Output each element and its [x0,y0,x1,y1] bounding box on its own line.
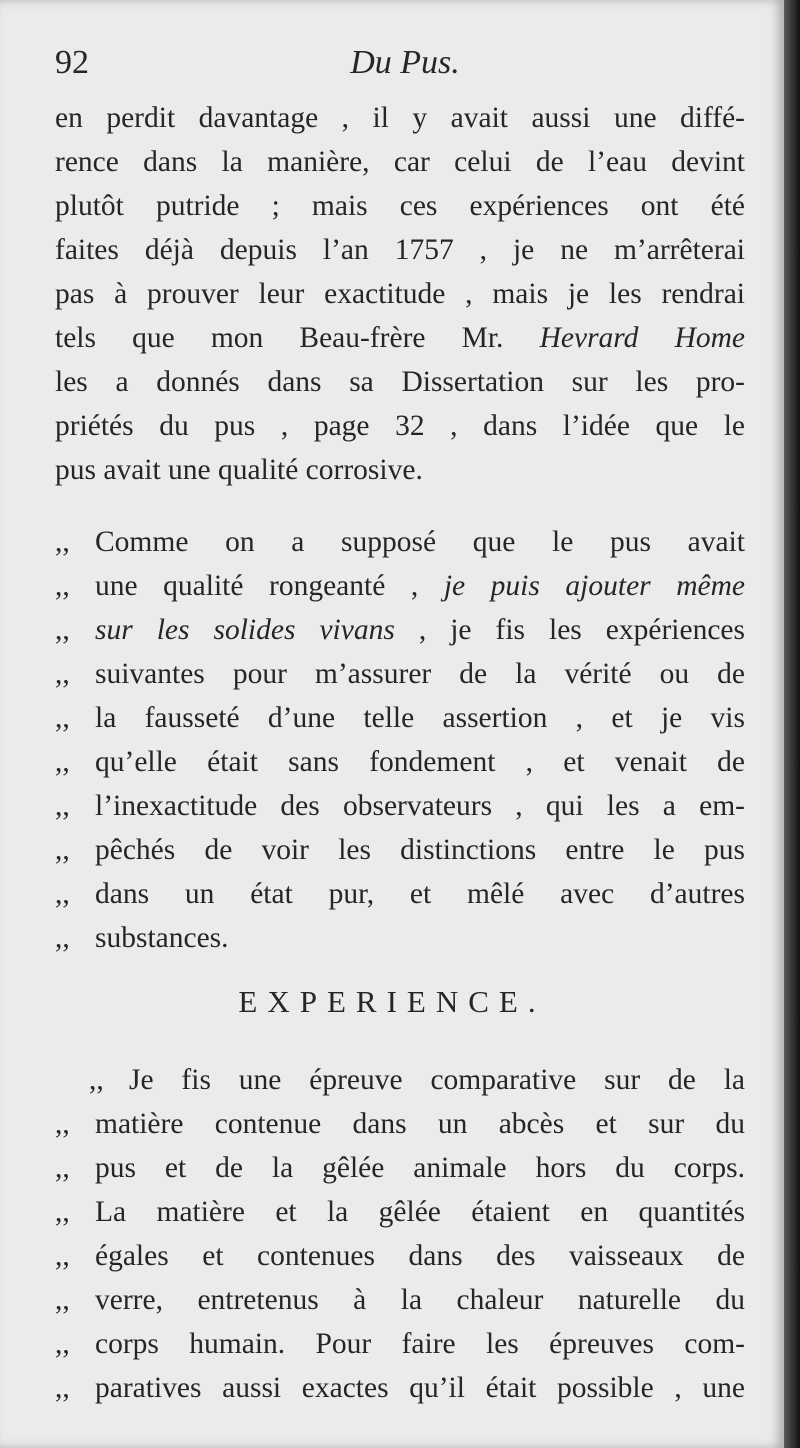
text-span: pus et de la gêlée animale hors du corps. [95,1152,745,1184]
text-line: pus avait une qualité corrosive. [55,454,423,486]
quote-mark: ,, [55,922,70,954]
quoted-line [55,652,745,696]
quoted-line [55,1278,745,1322]
quoted-line [55,740,745,784]
text-line [55,316,745,360]
text-span: , je fis les expériences [418,614,746,646]
text-span: La matière et la gêlée étaient en quantités [95,1196,745,1228]
quote-mark: ,, [55,658,70,690]
quote-mark: ,, [55,1152,70,1184]
quote-mark: ,, [55,790,70,822]
quoted-line [55,1102,745,1146]
quote-mark: ,, [55,570,70,602]
quote-mark: ,, [55,526,70,558]
text-span: substances. [95,922,229,954]
quote-mark: ,, [55,746,70,778]
quoted-line [55,1058,745,1102]
text-line: faites déjà depuis l’an 1757 , je ne m’arrêterai [55,234,745,266]
text-line: rence dans la manière, car celui de l’eau devint [55,146,745,178]
page-edge [784,0,800,1448]
page-header [55,44,755,94]
quoted-line [55,872,745,916]
quote-mark: ,, [55,702,70,734]
italic-text: sur les solides vivans [95,614,395,646]
quote-mark: ,, [55,1284,70,1316]
quoted-line [55,1190,745,1234]
text-line: pas à prouver leur exactitude , mais je les rendrai [55,278,745,310]
italic-name: Hevrard Home [539,322,746,354]
quote-mark: ,, [55,834,70,866]
text-span: paratives aussi exactes qu’il était possible , une [95,1372,745,1404]
italic-text: je puis ajouter même [443,570,746,602]
quoted-line [55,1366,745,1410]
quoted-line [55,1146,745,1190]
text-line: en perdit davantage , il y avait aussi une diffé- [55,102,745,134]
quoted-line [55,520,745,564]
text-span: la fausseté d’une telle assertion , et je vis [95,702,745,734]
text-span: dans un état pur, et mêlé avec d’autres [95,878,745,910]
text-span: tels que mon Beau-frère Mr. [55,322,504,354]
text-span: qu’elle était sans fondement , et venait de [95,746,745,778]
quoted-line [55,1234,745,1278]
quoted-line [55,1322,745,1366]
quote-mark: ,, [55,1196,70,1228]
quoted-line [55,608,745,652]
text-span: Je fis une épreuve comparative sur de la [129,1064,745,1096]
text-span: pêchés de voir les distinctions entre le pus [95,834,745,866]
quote-mark: ,, [55,614,70,646]
quote-mark: ,, [55,1108,70,1140]
quote-mark: ,, [55,1328,70,1360]
text-span: une qualité rongeanté , [95,570,419,602]
text-span: matière contenue dans un abcès et sur du [95,1108,745,1140]
text-span: égales et contenues dans des vaisseaux de [95,1240,745,1272]
quote-mark: ,, [89,1064,104,1096]
quoted-line [55,916,745,960]
text-line: les a donnés dans sa Dissertation sur les pro- [55,366,745,398]
quote-mark: ,, [55,878,70,910]
text-line: plutôt putride ; mais ces expériences ont été [55,190,745,222]
page-number: 92 [55,44,89,81]
quoted-line [55,564,745,608]
quote-mark: ,, [55,1240,70,1272]
text-span: l’inexactitude des observateurs , qui les a em- [95,790,745,822]
running-title: Du Pus. [350,44,460,81]
text-span: corps humain. Pour faire les épreuves com- [95,1328,745,1360]
text-span: Comme on a supposé que le pus avait [95,526,745,558]
quoted-line [55,696,745,740]
quote-mark: ,, [55,1372,70,1404]
text-span: verre, entretenus à la chaleur naturelle du [95,1284,745,1316]
section-heading: EXPERIENCE. [238,984,546,1019]
text-line: priétés du pus , page 32 , dans l’idée que le [55,410,745,442]
quoted-line [55,828,745,872]
text-span: suivantes pour m’assurer de la vérité ou de [95,658,745,690]
quoted-line [55,784,745,828]
